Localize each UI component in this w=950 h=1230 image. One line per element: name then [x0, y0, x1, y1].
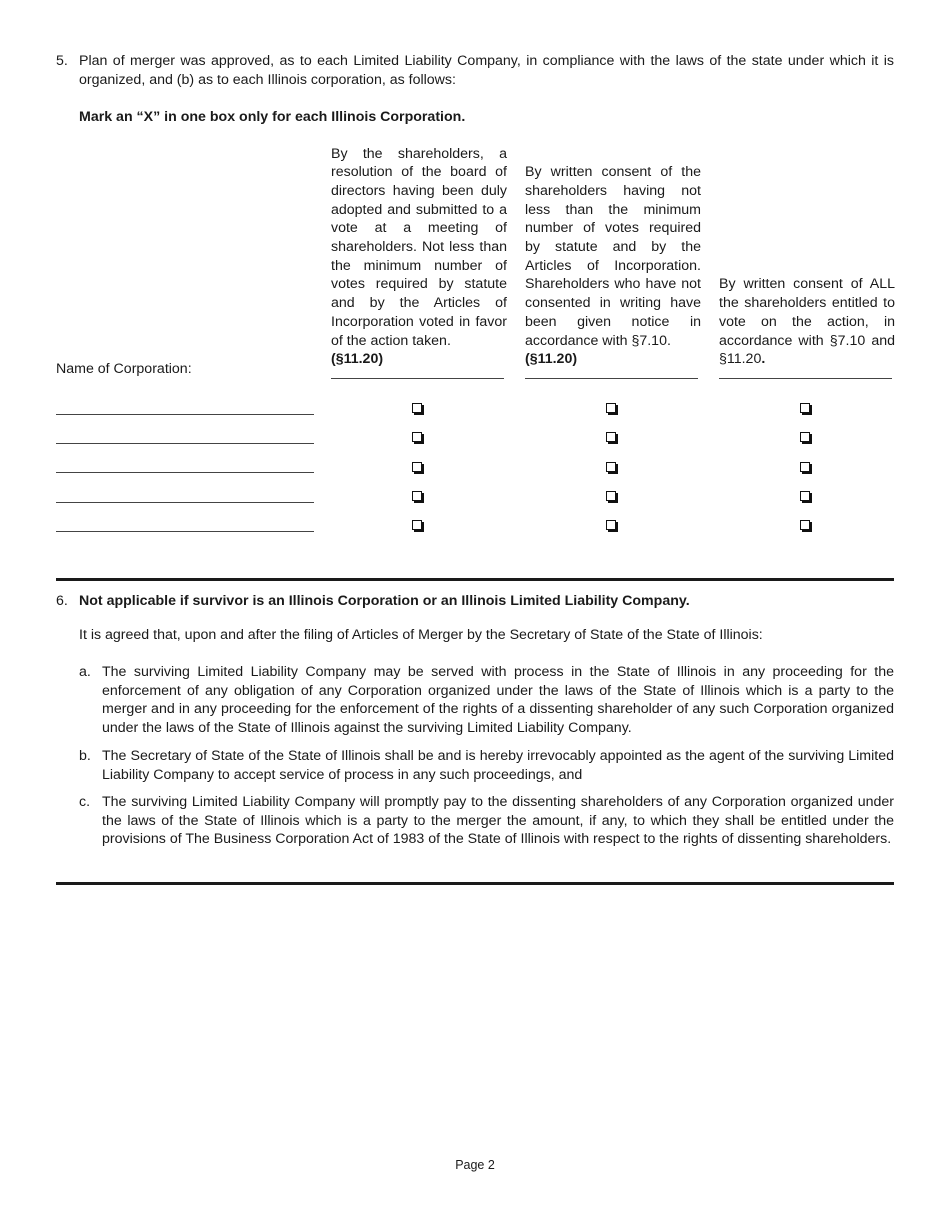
column-underline — [331, 378, 504, 379]
corporation-name-field[interactable] — [56, 472, 314, 473]
checkbox-written-consent[interactable] — [606, 491, 616, 501]
list-item-text: The surviving Limited Liability Company may be served with process in the State of Illinois in any proceeding for the enforcement of any obligation of any Corporation organized under the laws of the State of Illinois which is a party to the merger and in any proceeding for the enforcement of the rights of a dissenting shareholder of any such Corporation organized under the laws of the State of Illinois against the surviving Limited Liability Company. — [102, 664, 894, 737]
checkbox-all-shareholders[interactable] — [800, 520, 810, 530]
list-item-label: a. — [79, 664, 91, 680]
checkbox-written-consent[interactable] — [606, 520, 616, 530]
checkbox-board-resolution[interactable] — [412, 432, 422, 442]
section-5-text: Plan of merger was approved, as to each Limited Liability Company, in compliance with the laws of the state under which it is organized, and (b) as to each Illinois corporation, as follows: — [79, 53, 894, 88]
checkbox-board-resolution[interactable] — [412, 403, 422, 413]
section-5-number: 5. — [56, 53, 68, 69]
section-6 — [56, 592, 894, 611]
checkbox-all-shareholders[interactable] — [800, 403, 810, 413]
column-underline — [719, 378, 892, 379]
column-header-all-shareholders — [719, 275, 895, 369]
column-text: By written consent of the shareholders having not less than the minimum number of votes required by statute and by the Articles of Incorporation. Shareholders who have not consented in writing have been given notice in accordance with §7.10. — [525, 164, 701, 349]
list-item — [79, 747, 894, 784]
column-header-board-resolution — [331, 145, 507, 369]
column-citation: . — [761, 351, 766, 368]
column-underline — [525, 378, 698, 379]
list-item-label: b. — [79, 748, 91, 764]
name-of-corporation-label: Name of Corporation: — [56, 361, 192, 377]
checkbox-all-shareholders[interactable] — [800, 432, 810, 442]
section-divider — [56, 578, 894, 581]
checkbox-written-consent[interactable] — [606, 403, 616, 413]
checkbox-written-consent[interactable] — [606, 462, 616, 472]
checkbox-board-resolution[interactable] — [412, 491, 422, 501]
section-6-intro: It is agreed that, upon and after the filing of Articles of Merger by the Secretary of State of the State of Illinois: — [79, 627, 763, 643]
column-text: By the shareholders, a resolution of the board of directors having been duly adopted and submitted to a vote at a meeting of shareholders. Not less than the minimum number of votes required by statute and by the Articles of Incorporation voted in favor of the action taken. — [331, 145, 507, 349]
column-citation: (§11.20) — [331, 351, 384, 368]
section-6-number: 6. — [56, 593, 68, 609]
checkbox-written-consent[interactable] — [606, 432, 616, 442]
corporation-name-field[interactable] — [56, 414, 314, 415]
list-item-text: The Secretary of State of the State of Illinois shall be and is hereby irrevocably appointed as the agent of the surviving Limited Liability Company to accept service of process in any such proceedings, and — [102, 748, 894, 783]
checkbox-board-resolution[interactable] — [412, 462, 422, 472]
section-6-title: Not applicable if survivor is an Illinois Corporation or an Illinois Limited Liability Company. — [79, 593, 690, 609]
checkbox-all-shareholders[interactable] — [800, 462, 810, 472]
corporation-name-field[interactable] — [56, 531, 314, 532]
section-divider — [56, 882, 894, 885]
section-5 — [56, 52, 894, 89]
column-text: By written consent of ALL the shareholders entitled to vote on the action, in accordance with §7.10 and §11.20. — [719, 276, 895, 368]
column-header-written-consent — [525, 163, 701, 369]
list-item-text: The surviving Limited Liability Company will promptly pay to the dissenting shareholders of any Corporation organized under the laws of the State of Illinois which is a party to the merger the amount, if any, to which they shall be entitled under the provisions of The Business Corporation Act of 1983 of the State of Illinois with respect to the rights of dissenting shareholders. — [102, 794, 894, 848]
list-item-label: c. — [79, 794, 91, 810]
corporation-name-field[interactable] — [56, 443, 314, 444]
checkbox-all-shareholders[interactable] — [800, 491, 810, 501]
list-item — [79, 663, 894, 738]
list-item — [79, 793, 894, 849]
corporation-name-field[interactable] — [56, 502, 314, 503]
instruction: Mark an “X” in one box only for each Illinois Corporation. — [79, 109, 466, 125]
checkbox-board-resolution[interactable] — [412, 520, 422, 530]
column-citation: (§11.20) — [525, 351, 578, 368]
page-number: Page 2 — [455, 1158, 495, 1172]
